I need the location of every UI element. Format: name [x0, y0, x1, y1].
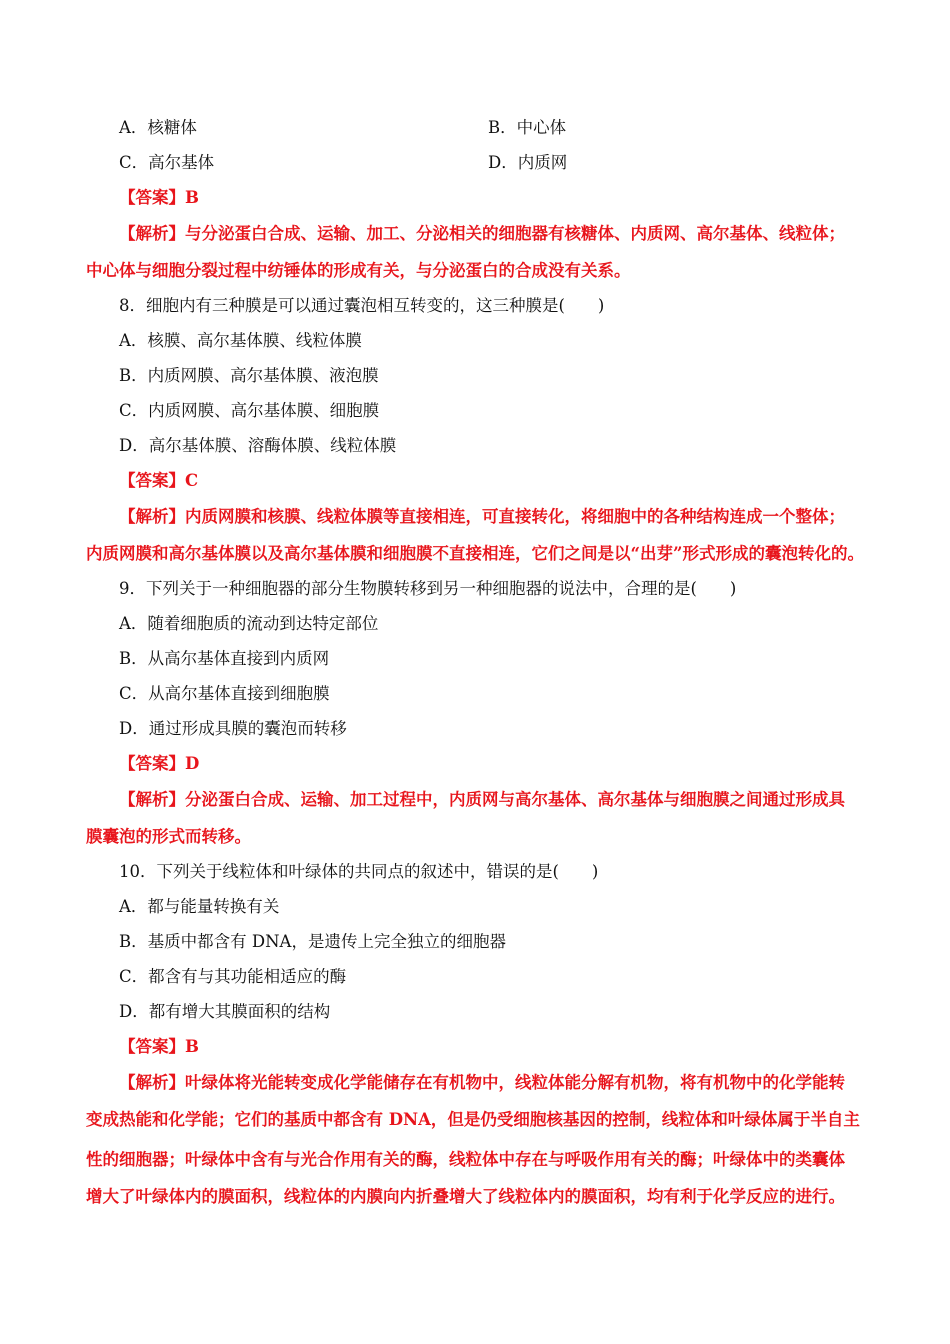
q9-explanation-line-2: 膜囊泡的形式而转移。 [86, 827, 251, 846]
q7-explanation-line-1: 【解析】与分泌蛋白合成、运输、加工、分泌相关的细胞器有核糖体、内质网、高尔基体、线粒体； [119, 224, 845, 243]
q7-option-c: C．高尔基体 [119, 153, 215, 172]
q9-option-a: A．随着细胞质的流动到达特定部位 [119, 614, 379, 633]
q10-option-a: A．都与能量转换有关 [119, 897, 280, 916]
q10-explanation-line-3: 性的细胞器；叶绿体中含有与光合作用有关的酶，线粒体中存在与呼吸作用有关的酶；叶绿体中的类囊体 [86, 1150, 845, 1169]
q10-explanation-line-1: 【解析】叶绿体将光能转变成化学能储存在有机物中，线粒体能分解有机物，将有机物中的化学能转 [119, 1073, 845, 1092]
q10-option-c: C．都含有与其功能相适应的酶 [119, 967, 347, 986]
q10-explanation-line-4: 增大了叶绿体内的膜面积，线粒体的内膜向内折叠增大了线粒体内的膜面积，均有利于化学反应的进行。 [86, 1187, 845, 1206]
q10-stem: 10．下列关于线粒体和叶绿体的共同点的叙述中，错误的是( ) [119, 862, 599, 881]
q10-answer: 【答案】B [119, 1037, 199, 1056]
q10-option-b: B．基质中都含有 DNA，是遗传上完全独立的细胞器 [119, 932, 506, 951]
q7-option-a: A．核糖体 [119, 118, 197, 137]
q8-option-b: B．内质网膜、高尔基体膜、液泡膜 [119, 366, 379, 385]
q8-stem: 8．细胞内有三种膜是可以通过囊泡相互转变的，这三种膜是( ) [119, 296, 605, 315]
q7-option-b: B．中心体 [488, 118, 567, 137]
q9-explanation-line-1: 【解析】分泌蛋白合成、运输、加工过程中，内质网与高尔基体、高尔基体与细胞膜之间通过形成具 [119, 790, 845, 809]
q9-option-b: B．从高尔基体直接到内质网 [119, 649, 330, 668]
q8-explanation-line-2: 内质网膜和高尔基体膜以及高尔基体膜和细胞膜不直接相连，它们之间是以“出芽”形式形成的囊泡转化的。 [86, 544, 864, 563]
q8-explanation-line-1: 【解析】内质网膜和核膜、线粒体膜等直接相连，可直接转化，将细胞中的各种结构连成一个整体； [119, 507, 845, 526]
q7-explanation-line-2: 中心体与细胞分裂过程中纺锤体的形成有关，与分泌蛋白的合成没有关系。 [86, 261, 631, 280]
q9-answer: 【答案】D [119, 754, 200, 773]
q8-option-c: C．内质网膜、高尔基体膜、细胞膜 [119, 401, 380, 420]
q8-answer: 【答案】C [119, 471, 199, 490]
q10-explanation-line-2: 变成热能和化学能；它们的基质中都含有 DNA，但是仍受细胞核基因的控制，线粒体和叶绿体属于半自主 [86, 1110, 860, 1129]
q7-option-d: D．内质网 [488, 153, 568, 172]
q10-option-d: D．都有增大其膜面积的结构 [119, 1002, 331, 1021]
q8-option-d: D．高尔基体膜、溶酶体膜、线粒体膜 [119, 436, 397, 455]
q8-option-a: A．核膜、高尔基体膜、线粒体膜 [119, 331, 362, 350]
q7-answer: 【答案】B [119, 188, 199, 207]
q9-option-d: D．通过形成具膜的囊泡而转移 [119, 719, 347, 738]
q9-option-c: C．从高尔基体直接到细胞膜 [119, 684, 330, 703]
q9-stem: 9．下列关于一种细胞器的部分生物膜转移到另一种细胞器的说法中，合理的是( ) [119, 579, 737, 598]
